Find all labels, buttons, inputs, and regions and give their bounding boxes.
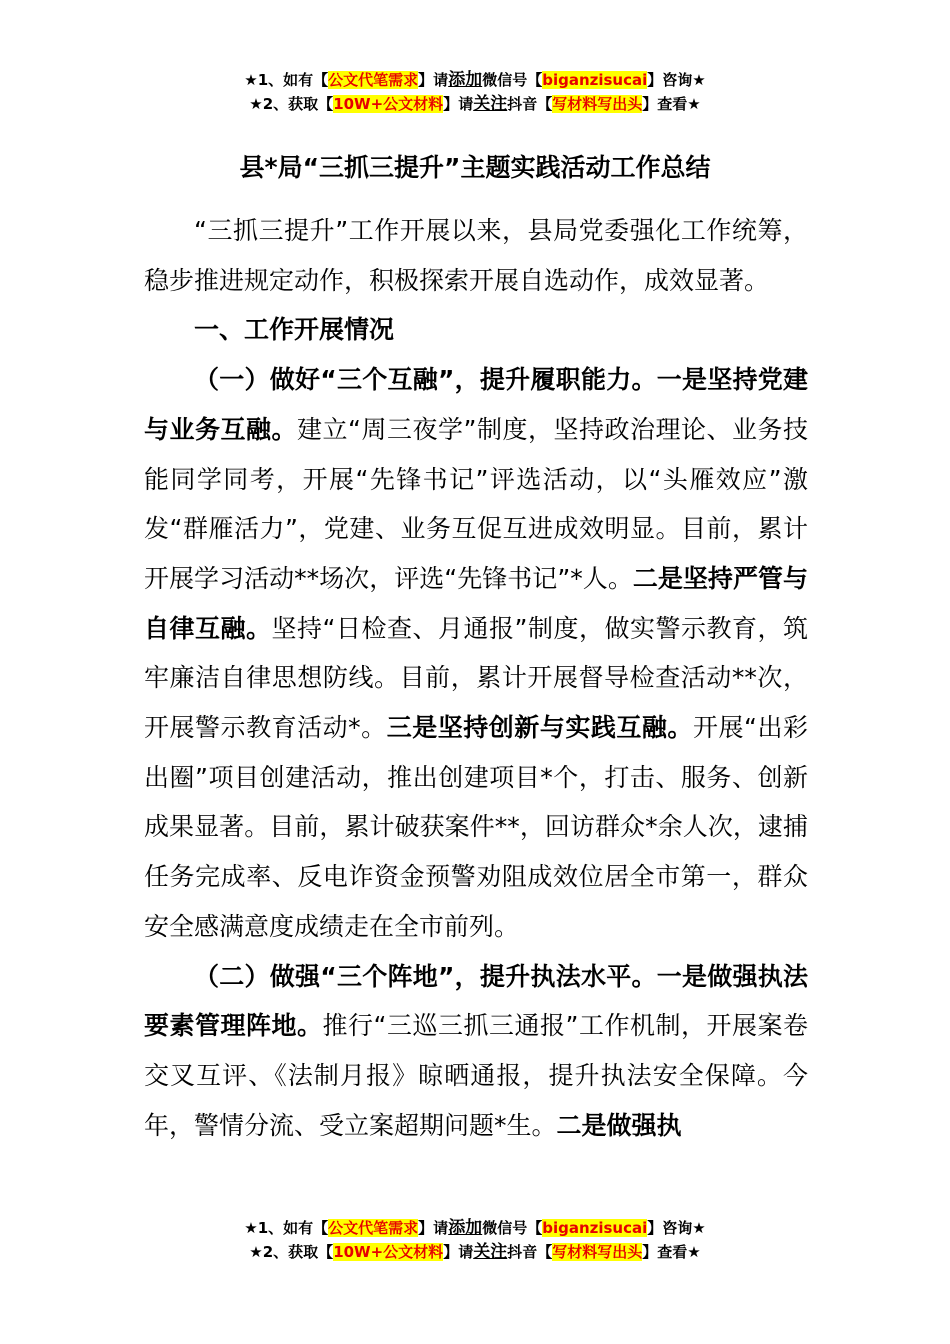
banner-wechat-id: biganzisucai — [542, 1219, 648, 1237]
banner-text: ★2、获取【 — [249, 95, 334, 113]
banner-text: 抖音【 — [507, 95, 553, 113]
banner-underline: 关注 — [473, 94, 508, 114]
banner-text: 】请 — [443, 1243, 474, 1261]
banner-text: 】请 — [418, 1219, 449, 1237]
banner-text: 】咨询★ — [647, 1219, 706, 1237]
banner-line-2 — [0, 1240, 950, 1264]
section-heading: 一、工作开展情况 — [194, 315, 395, 345]
banner-text: 】请 — [443, 95, 474, 113]
banner-text: 微信号【 — [482, 71, 543, 89]
banner-line-1 — [0, 1216, 950, 1240]
banner-text: 】查看★ — [642, 1243, 701, 1261]
banner-highlight: 10W+公文材料 — [333, 95, 444, 113]
banner-wechat-id: biganzisucai — [542, 71, 648, 89]
banner-underline: 添加 — [448, 1218, 483, 1238]
banner-text: 】查看★ — [642, 95, 701, 113]
paragraph-1 — [144, 355, 808, 951]
banner-highlight: 10W+公文材料 — [333, 1243, 444, 1261]
banner-douyin-id: 写材料写出头 — [552, 1243, 643, 1261]
paragraph-2 — [144, 952, 808, 1151]
banner-text: ★1、如有【 — [244, 71, 329, 89]
banner-line-2 — [0, 92, 950, 116]
paragraph-text: 坚持“日检查、月通报”制度，做实警示教育，筑牢廉洁自律思想防线。目前，累计开展督导检查活动**次，开展警示教育活动*。 — [144, 613, 808, 743]
banner-text: 微信号【 — [482, 1219, 543, 1237]
banner-line-1 — [0, 68, 950, 92]
banner-text: ★1、如有【 — [244, 1219, 329, 1237]
banner-highlight: 公文代笔需求 — [328, 1219, 419, 1237]
banner-highlight: 公文代笔需求 — [328, 71, 419, 89]
banner-underline: 添加 — [448, 70, 483, 90]
paragraph-text: 开展“出彩出圈”项目创建活动，推出创建项目*个，打击、服务、创新成果显著。目前，累计破获案件**，回访群众*余人次，逮捕任务完成率、反电诈资金预警劝阻成效位居全市第一，群众安全感满意度成绩走在全市前列。 — [144, 713, 808, 941]
paragraph-text: 建立“周三夜学”制度，坚持政治理论、业务技能同学同考，开展“先锋书记”评选活动，以“头雁效应”激发“群雁活力”，党建、业务互促互进成效明显。目前，累计开展学习活动**场次，评选“先锋书记”*人。 — [144, 414, 808, 593]
banner-underline: 关注 — [473, 1242, 508, 1262]
paragraph-text: 推行“三巡三抓三通报”工作机制，开展案卷交叉互评、《法制月报》晾晒通报，提升执法安全保障。今年，警情分流、受立案超期问题*生。 — [144, 1011, 808, 1140]
banner-text: 抖音【 — [507, 1243, 553, 1261]
bold-lead: 二是做强执 — [556, 1110, 682, 1140]
banner-douyin-id: 写材料写出头 — [552, 95, 643, 113]
intro-paragraph: “三抓三提升”工作开展以来，县局党委强化工作统筹，稳步推进规定动作，积极探索开展自选动作，成效显著。 — [144, 216, 808, 295]
banner-text: 】咨询★ — [647, 71, 706, 89]
bold-lead: 二是坚持严管与自律互融。 — [144, 563, 808, 643]
document-body — [144, 206, 808, 1150]
banner-text: ★2、获取【 — [249, 1243, 334, 1261]
bold-lead: 三是坚持创新与实践互融。 — [386, 713, 693, 743]
bold-lead: （一）做好“三个互融”，提升履职能力。一是坚持党建与业务互融。 — [144, 365, 808, 444]
banner-text: 】请 — [418, 71, 449, 89]
header-banner — [0, 68, 950, 116]
bold-lead: （二）做强“三个阵地”，提升执法水平。一是做强执法要素管理阵地。 — [144, 961, 808, 1041]
footer-banner — [0, 1216, 950, 1264]
document-title: 县*局“三抓三提升”主题实践活动工作总结 — [239, 153, 711, 182]
